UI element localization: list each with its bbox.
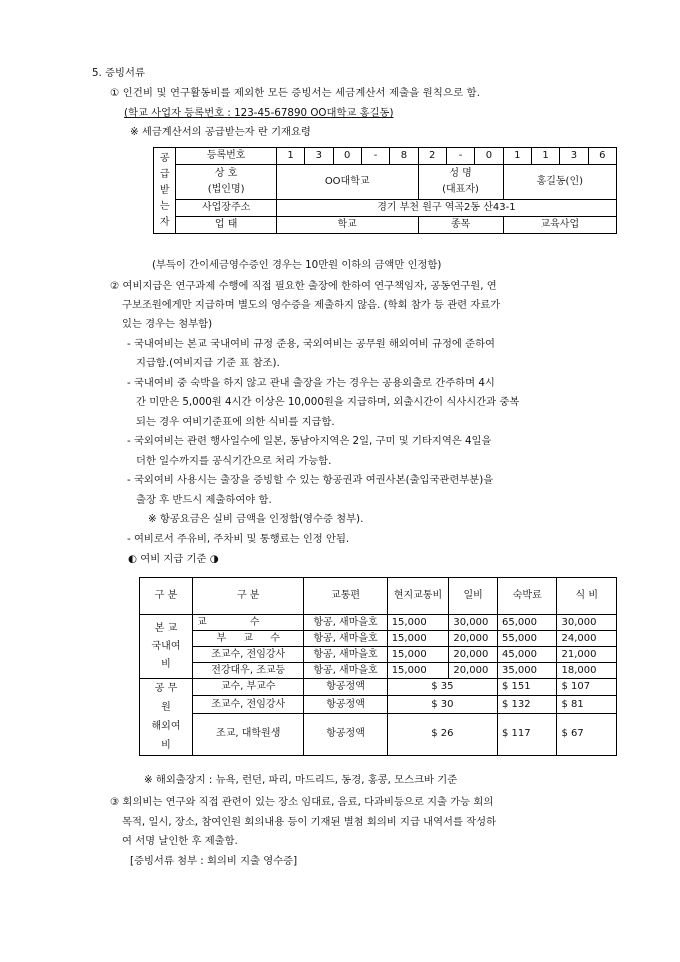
item1-note: ※ 세금계산서의 공급받는자 란 기재요령 — [130, 126, 311, 138]
reg-digit: 0 — [333, 148, 361, 165]
fee-meal: $ 67 — [557, 713, 617, 755]
fee-transport: 항공, 새마을호 — [304, 647, 387, 663]
item2-line: 지급함.(여비지급 기준 표 참조). — [136, 357, 280, 369]
company-label: 상 호 (법인명) — [176, 165, 276, 200]
fee-header: 현지교통비 — [387, 578, 449, 615]
business-type-label: 업 태 — [176, 217, 276, 234]
fee-rank: 교 수 — [193, 615, 304, 631]
item2-line: 간 미만은 5,000원 4시간 이상은 10,000원을 지급하며, 외출시간이 식사시간과 중복 — [136, 396, 520, 408]
fee-daily: 20,000 — [449, 663, 498, 679]
domestic-group-label: 본 교 국내여 비 — [140, 615, 193, 679]
fee-meal: 18,000 — [557, 663, 617, 679]
fee-rank: 조교수, 전임강사 — [193, 647, 304, 663]
fee-note: ※ 해외출장지 : 뉴욕, 런던, 파리, 마드리드, 동경, 홍콩, 모스크바 기준 — [144, 774, 458, 786]
item1-line2: (학교 사업자 등록번호 : 123-45-67890 OO대학교 홍길동) — [124, 107, 394, 119]
item2-line: 더한 일수까지를 공식기간으로 처리 가능함. — [136, 455, 332, 467]
fee-header: 숙박료 — [498, 578, 557, 615]
item3-line: ③ 회의비는 연구와 직접 관련이 있는 장소 임대료, 음료, 다과비등으로 지출 가능 회의 — [110, 796, 494, 808]
representative-value: 홍길동(인) — [503, 165, 616, 200]
reg-digit: 3 — [305, 148, 333, 165]
reg-digit: 1 — [276, 148, 304, 165]
fee-meal: 30,000 — [557, 615, 617, 631]
fee-daily: $ 30 — [387, 696, 497, 713]
item2-line: 구보조원에게만 지급하며 별도의 영수증을 제출하지 않음. (학회 참가 등 관련 자료가 — [122, 299, 501, 311]
reg-number-label: 등록번호 — [176, 148, 276, 165]
fee-meal: $ 107 — [557, 679, 617, 696]
fee-lodging: $ 151 — [498, 679, 557, 696]
fee-header: 교통편 — [304, 578, 387, 615]
representative-label: 성 명 (대표자) — [418, 165, 503, 200]
reg-digit: 0 — [475, 148, 503, 165]
tax-invoice-table — [153, 147, 617, 234]
fee-lodging: 45,000 — [498, 647, 557, 663]
fee-transport: 항공, 새마을호 — [304, 631, 387, 647]
section-title: 5. 증빙서류 — [92, 67, 145, 79]
item2-line: ※ 항공요금은 실비 금액을 인정함(영수증 첨부). — [148, 513, 364, 525]
business-type-value: 학교 — [276, 217, 418, 234]
fee-lodging: 55,000 — [498, 631, 557, 647]
reg-digit: 1 — [531, 148, 559, 165]
fee-local: 15,000 — [387, 663, 449, 679]
fee-transport: 항공정액 — [304, 713, 387, 755]
business-item-value: 교육사업 — [503, 217, 616, 234]
reg-digit: 2 — [418, 148, 446, 165]
fee-lodging: 65,000 — [498, 615, 557, 631]
item2-line: - 국내여비는 본교 국내여비 규정 준용, 국외여비는 공무원 해외여비 규정에 준하여 — [127, 338, 495, 350]
fee-transport: 항공정액 — [304, 696, 387, 713]
item3-line: 목적, 일시, 장소, 참여인원 회의내용 등이 기재된 별첨 회의비 지급 내역서를 작성하 — [122, 816, 497, 828]
fee-rank: 전강대우, 조교등 — [193, 663, 304, 679]
reg-digit: 8 — [390, 148, 418, 165]
fee-table-title: ◐ 여비 지급 기준 ◑ — [128, 553, 219, 565]
fee-daily: 30,000 — [449, 615, 498, 631]
fee-rank: 조교수, 전임강사 — [193, 696, 304, 713]
fee-local: 15,000 — [387, 615, 449, 631]
fee-header: 구 분 — [193, 578, 304, 615]
fee-rank: 교수, 부교수 — [193, 679, 304, 696]
fee-header: 일비 — [449, 578, 498, 615]
address-label: 사업장주소 — [176, 200, 276, 217]
fee-rank: 조교, 대학원생 — [193, 713, 304, 755]
fee-local: 15,000 — [387, 647, 449, 663]
item1-line1: ① 인건비 및 연구활동비를 제외한 모든 증빙서는 세금계산서 제출을 원칙으로 함. — [110, 87, 481, 99]
reg-digit: 1 — [503, 148, 531, 165]
item2-line: - 국내여비 중 숙박을 하지 않고 관내 출장을 가는 경우는 공용외출로 간주하며 4시 — [127, 377, 495, 389]
fee-meal: 24,000 — [557, 631, 617, 647]
reg-digit: - — [446, 148, 474, 165]
fee-local: 15,000 — [387, 631, 449, 647]
fee-header: 구 분 — [140, 578, 193, 615]
overseas-group-label: 공 무 원 해외여 비 — [140, 679, 193, 756]
fee-daily: 20,000 — [449, 631, 498, 647]
fee-lodging: 35,000 — [498, 663, 557, 679]
item2-line: ② 여비지급은 연구과제 수행에 직접 필요한 출장에 한하여 연구책임자, 공동연구원, 연 — [110, 280, 497, 292]
item2-line: - 국외여비 사용시는 출장을 증빙할 수 있는 항공권과 여권사본(출입국관련부분)을 — [127, 474, 494, 486]
reg-digit: 3 — [560, 148, 588, 165]
fee-transport: 항공, 새마을호 — [304, 615, 387, 631]
company-value: OO대학교 — [276, 165, 418, 200]
item2-line: 되는 경우 여비기준표에 의한 식비를 지급함. — [136, 416, 335, 428]
reg-digit: - — [361, 148, 389, 165]
fee-daily: 20,000 — [449, 647, 498, 663]
fee-transport: 항공정액 — [304, 679, 387, 696]
tax-note: (부득이 간이세금영수증인 경우는 10만원 이하의 금액만 인정함) — [152, 259, 442, 271]
fee-meal: 21,000 — [557, 647, 617, 663]
item3-attachment: [증빙서류 첨부 : 회의비 지출 영수증] — [130, 855, 298, 867]
item2-line: - 국외여비는 관련 행사일수에 일본, 동남아지역은 2일, 구미 및 기타지역은 4일을 — [127, 435, 492, 447]
item2-line: 출장 후 반드시 제출하여야 함. — [136, 494, 272, 506]
fee-daily: $ 35 — [387, 679, 497, 696]
fee-header: 식 비 — [557, 578, 617, 615]
fee-rank: 부 교 수 — [193, 631, 304, 647]
address-value: 경기 부천 원구 역곡2동 산43-1 — [276, 200, 616, 217]
fee-daily: $ 26 — [387, 713, 497, 755]
business-item-label: 종목 — [418, 217, 503, 234]
item3-line: 여 서명 날인한 후 제출함. — [122, 835, 238, 847]
reg-digit: 6 — [588, 148, 616, 165]
fee-lodging: $ 132 — [498, 696, 557, 713]
item2-line: 있는 경우는 첨부함) — [122, 318, 213, 330]
item2-line: - 여비로서 주유비, 주차비 및 통행료는 인정 안됨. — [127, 533, 350, 545]
fee-meal: $ 81 — [557, 696, 617, 713]
fee-lodging: $ 117 — [498, 713, 557, 755]
travel-fee-table — [139, 577, 617, 756]
supplier-side-label: 공 급 받 는 자 — [154, 148, 176, 234]
fee-transport: 항공, 새마을호 — [304, 663, 387, 679]
